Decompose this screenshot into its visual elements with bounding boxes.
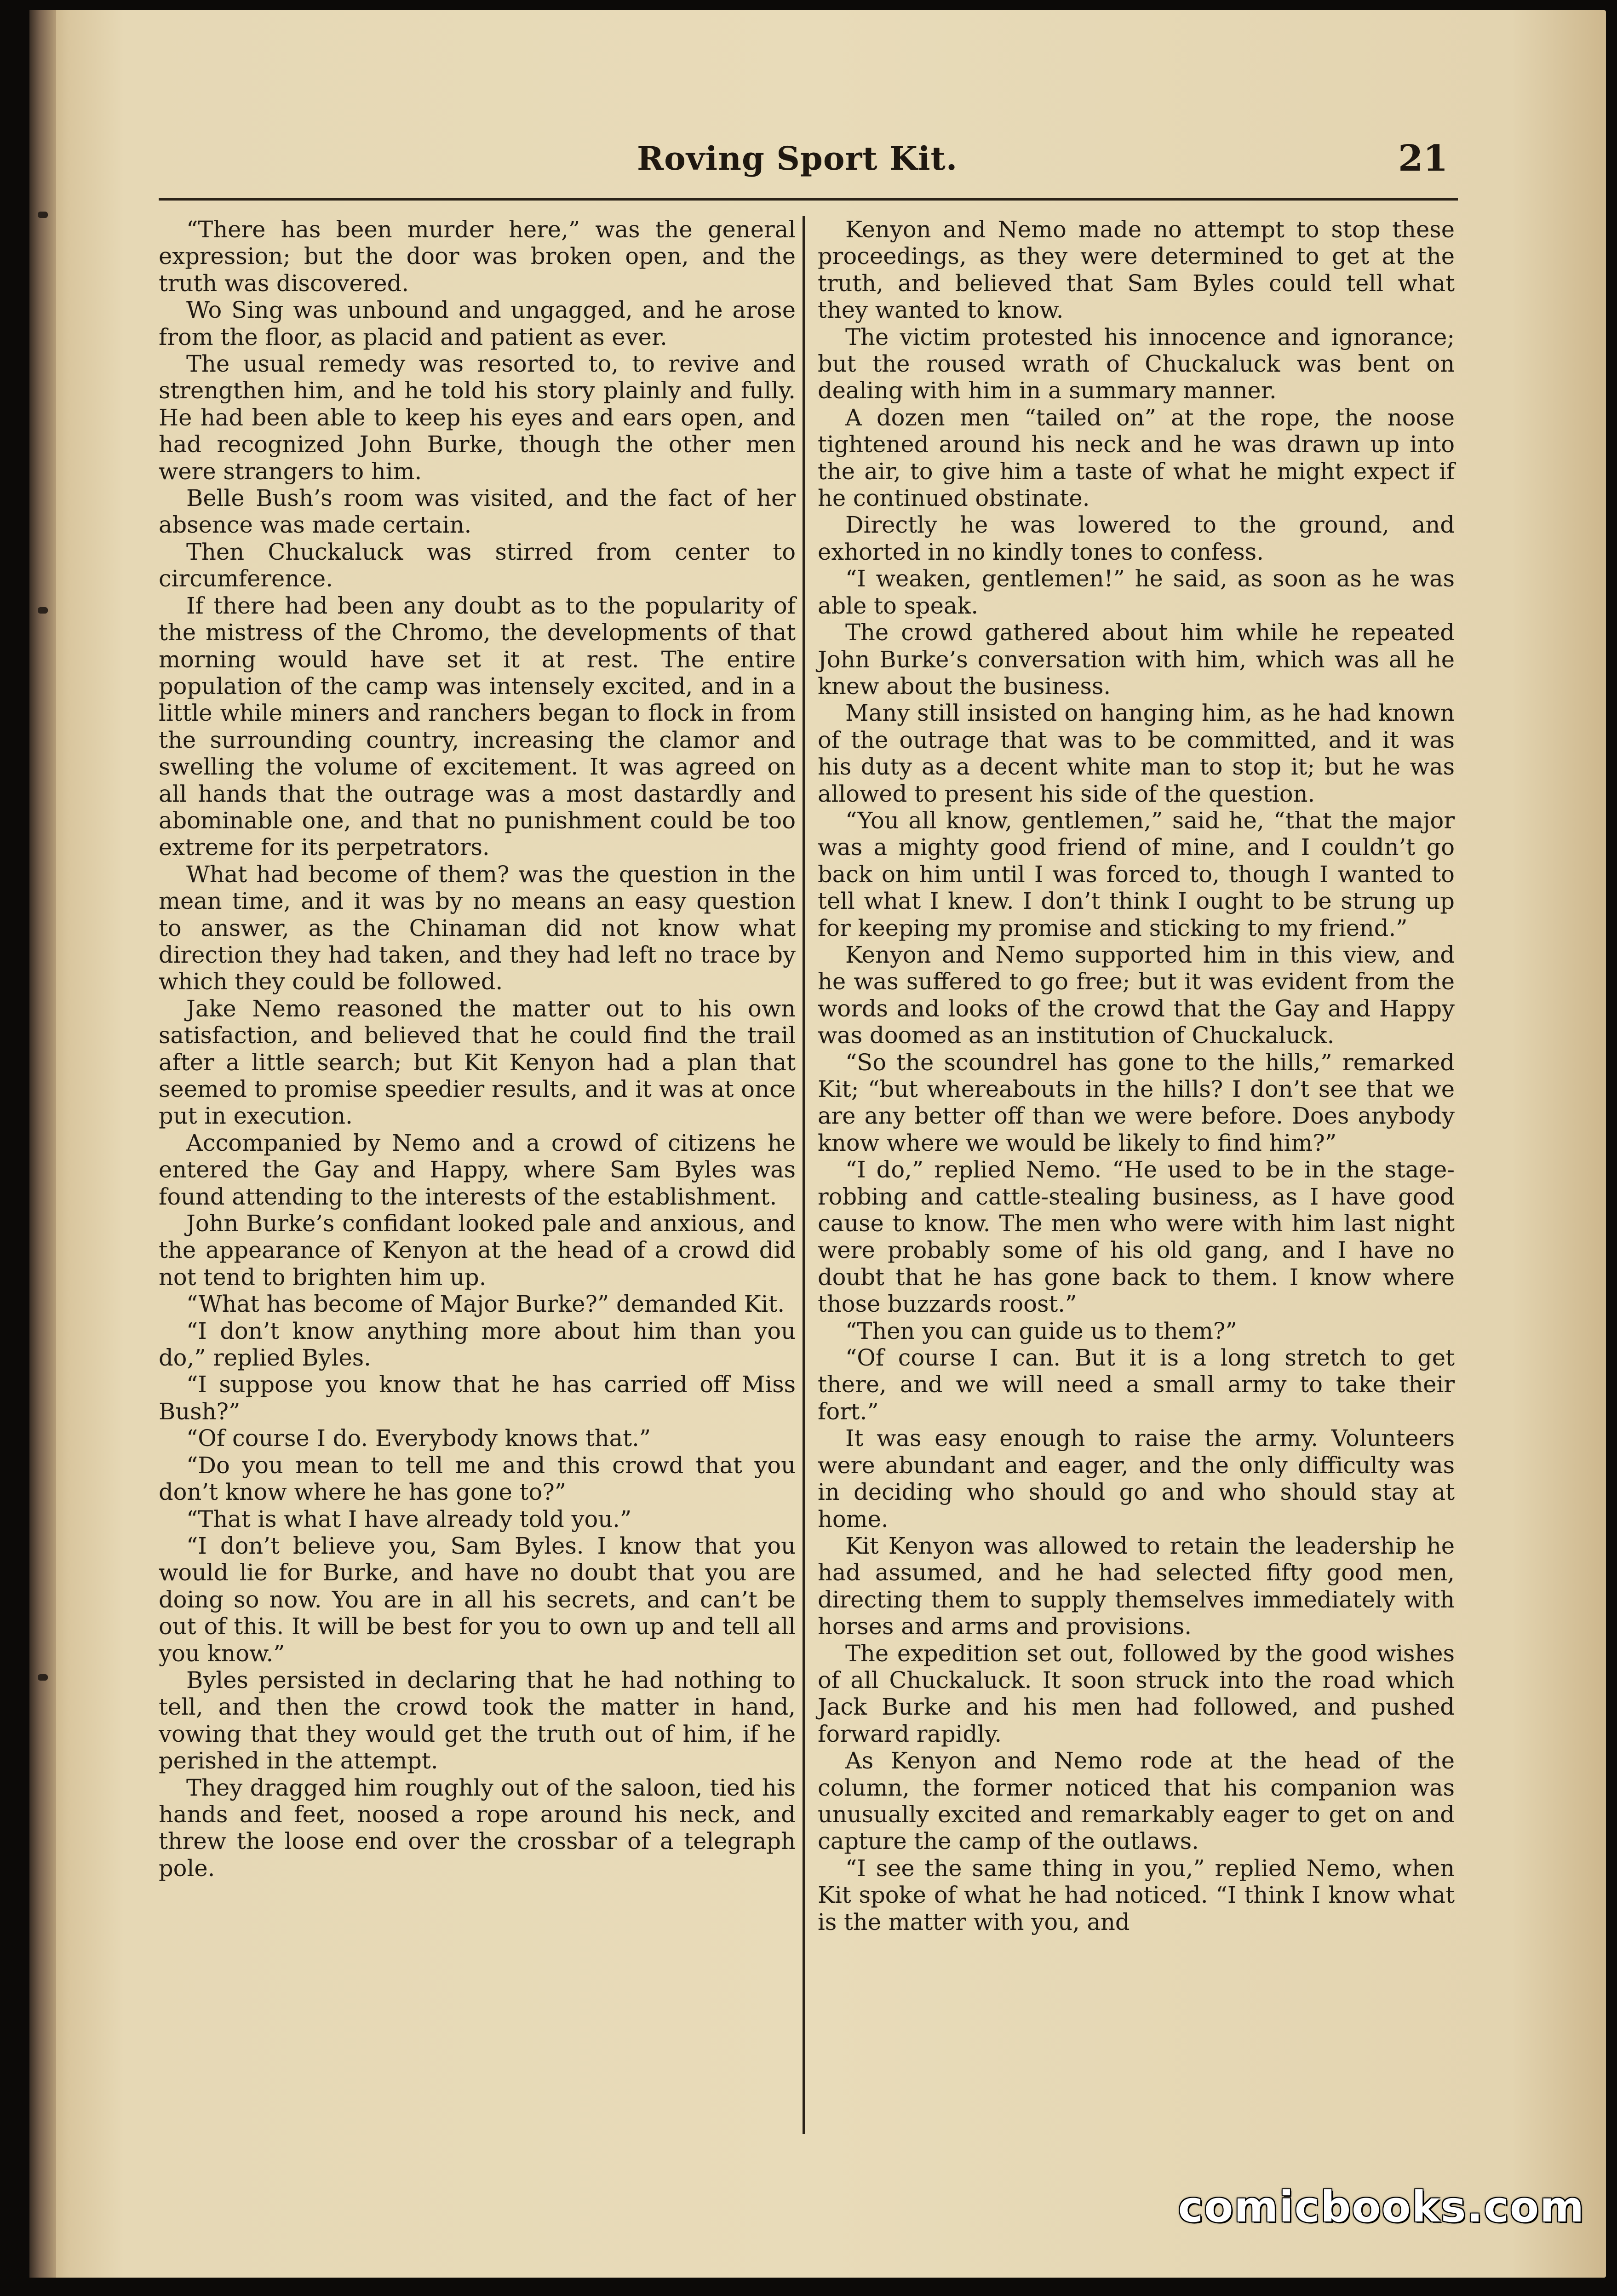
left-text-column xyxy=(159,216,796,1882)
paragraph: Accompanied by Nemo and a crowd of citizens he entered the Gay and Happy, where Sam Byles was found attending to the interests of the establishment. xyxy=(159,1129,796,1210)
paragraph: Then Chuckaluck was stirred from center to circumference. xyxy=(159,538,796,592)
column-divider xyxy=(803,216,805,2134)
paragraph: What had become of them? was the question in the mean time, and it was by no means an easy question to answer, as the Chinaman did not know what direction they had taken, and they had left no trace by which they could be followed. xyxy=(159,861,796,995)
paragraph: It was easy enough to raise the army. Volunteers were abundant and eager, and the only difficulty was in deciding who should go and who should stay at home. xyxy=(818,1425,1455,1533)
paragraph: “Do you mean to tell me and this crowd that you don’t know where he has gone to?” xyxy=(159,1452,796,1506)
paragraph: The crowd gathered about him while he repeated John Burke’s conversation with him, which was all he knew about the business. xyxy=(818,619,1455,700)
right-text-column xyxy=(818,216,1455,1935)
paragraph: “Then you can guide us to them?” xyxy=(845,1317,1237,1344)
paragraph: Wo Sing was unbound and ungagged, and he arose from the floor, as placid and patient as ever. xyxy=(159,297,796,350)
binding-stitch xyxy=(38,607,48,614)
paragraph: “I see the same thing in you,” replied Nemo, when Kit spoke of what he had noticed. “I think I know what is the matter with you, and xyxy=(818,1854,1455,1935)
paragraph: Kenyon and Nemo supported him in this view, and he was suffered to go free; but it was evident from the words and looks of the crowd that the Gay and Happy was doomed as an institution of Chuckaluck. xyxy=(818,941,1455,1049)
paragraph: Byles persisted in declaring that he had nothing to tell, and then the crowd took the matter in hand, vowing that they would get the truth out of him, if he perished in the attempt. xyxy=(159,1666,796,1774)
paragraph: As Kenyon and Nemo rode at the head of the column, the former noticed that his companion was unusually excited and remarkably eager to get on and capture the camp of the outlaws. xyxy=(818,1747,1455,1855)
paragraph: “I don’t know anything more about him than you do,” replied Byles. xyxy=(159,1317,796,1372)
paragraph: “I do,” replied Nemo. “He used to be in the stage-robbing and cattle-stealing business, as I have good cause to know. The men who were with him last night were probably some of his old gang, and I have no doubt that he has gone back to them. I know where those buzzards roost.” xyxy=(818,1156,1455,1318)
paragraph: “Of course I can. But it is a long stretch to get there, and we will need a small army to take their fort.” xyxy=(818,1344,1455,1425)
paragraph: If there had been any doubt as to the popularity of the mistress of the Chromo, the developments of that morning would have set it at rest. The entire population of the camp was intensely excited, and in a little while miners and ranchers began to flock in from the surrounding country, increasing the clamor and swelling the volume of excitement. It was agreed on all hands that the outrage was a most dastardly and abominable one, and that no punishment could be too extreme for its perpetrators. xyxy=(159,592,796,861)
running-title: Roving Sport Kit. xyxy=(637,139,958,178)
binding-stitch xyxy=(38,212,48,218)
paragraph: Jake Nemo reasoned the matter out to his own satisfaction, and believed that he could find the trail after a little search; but Kit Kenyon had a plan that seemed to promise speedier results, and it was at once put in execution. xyxy=(159,995,796,1130)
paragraph: The expedition set out, followed by the good wishes of all Chuckaluck. It soon struck into the road which Jack Burke and his men had followed, and pushed forward rapidly. xyxy=(818,1640,1455,1747)
paragraph: A dozen men “tailed on” at the rope, the noose tightened around his neck and he was drawn up into the air, to give him a taste of what he might expect if he continued obstinate. xyxy=(818,404,1455,512)
paragraph: They dragged him roughly out of the saloon, tied his hands and feet, noosed a rope around his neck, and threw the loose end over the crossbar of a telegraph pole. xyxy=(159,1774,796,1882)
paragraph: “I suppose you know that he has carried off Miss Bush?” xyxy=(159,1371,796,1425)
paragraph: Belle Bush’s room was visited, and the fact of her absence was made certain. xyxy=(159,485,796,539)
paragraph: “I don’t believe you, Sam Byles. I know that you would lie for Burke, and have no doubt that you are doing so now. You are in all his secrets, and can’t be out of this. It will be best for you to own up and tell all you know.” xyxy=(159,1532,796,1667)
paragraph: “What has become of Major Burke?” demanded Kit. xyxy=(186,1291,785,1318)
paragraph: Many still insisted on hanging him, as he had known of the outrage that was to be committed, and it was his duty as a decent white man to stop it; but he was allowed to present his side of the question. xyxy=(818,700,1455,807)
paragraph: “That is what I have already told you.” xyxy=(186,1505,632,1533)
paragraph: The victim protested his innocence and ignorance; but the roused wrath of Chuckaluck was bent on dealing with him in a summary manner. xyxy=(818,323,1455,404)
paragraph: “There has been murder here,” was the general expression; but the door was broken open, and the truth was discovered. xyxy=(159,216,796,297)
paragraph: John Burke’s confidant looked pale and anxious, and the appearance of Kenyon at the head of a crowd did not tend to brighten him up. xyxy=(159,1210,796,1291)
paragraph: Kenyon and Nemo made no attempt to stop these proceedings, as they were determined to get at the truth, and believed that Sam Byles could tell what they wanted to know. xyxy=(818,216,1455,324)
page-binding-edge xyxy=(29,10,56,2278)
page-number: 21 xyxy=(1398,138,1448,179)
header-rule xyxy=(159,198,1458,201)
paragraph: “Of course I do. Everybody knows that.” xyxy=(186,1425,651,1452)
paragraph: “So the scoundrel has gone to the hills,” remarked Kit; “but whereabouts in the hills? I don’t see that we are any better off than we were before. Does anybody know where we would be likely to find him?” xyxy=(818,1049,1455,1156)
paragraph: Directly he was lowered to the ground, and exhorted in no kindly tones to confess. xyxy=(818,511,1455,565)
paragraph: “You all know, gentlemen,” said he, “that the major was a mighty good friend of mine, and I couldn’t go back on him until I was forced to, though I wanted to tell what I knew. I don’t think I ought to be strung up for keeping my promise and sticking to my friend.” xyxy=(818,807,1455,941)
site-watermark: comicbooks.com xyxy=(1178,2182,1585,2232)
paragraph: “I weaken, gentlemen!” he said, as soon as he was able to speak. xyxy=(818,565,1455,619)
binding-stitch xyxy=(38,1674,48,1681)
paragraph: The usual remedy was resorted to, to revive and strengthen him, and he told his story plainly and fully. He had been able to keep his eyes and ears open, and had recognized John Burke, though the other men were strangers to him. xyxy=(159,350,796,485)
paragraph: Kit Kenyon was allowed to retain the leadership he had assumed, and he had selected fifty good men, directing them to supply themselves immediately with horses and arms and provisions. xyxy=(818,1532,1455,1640)
